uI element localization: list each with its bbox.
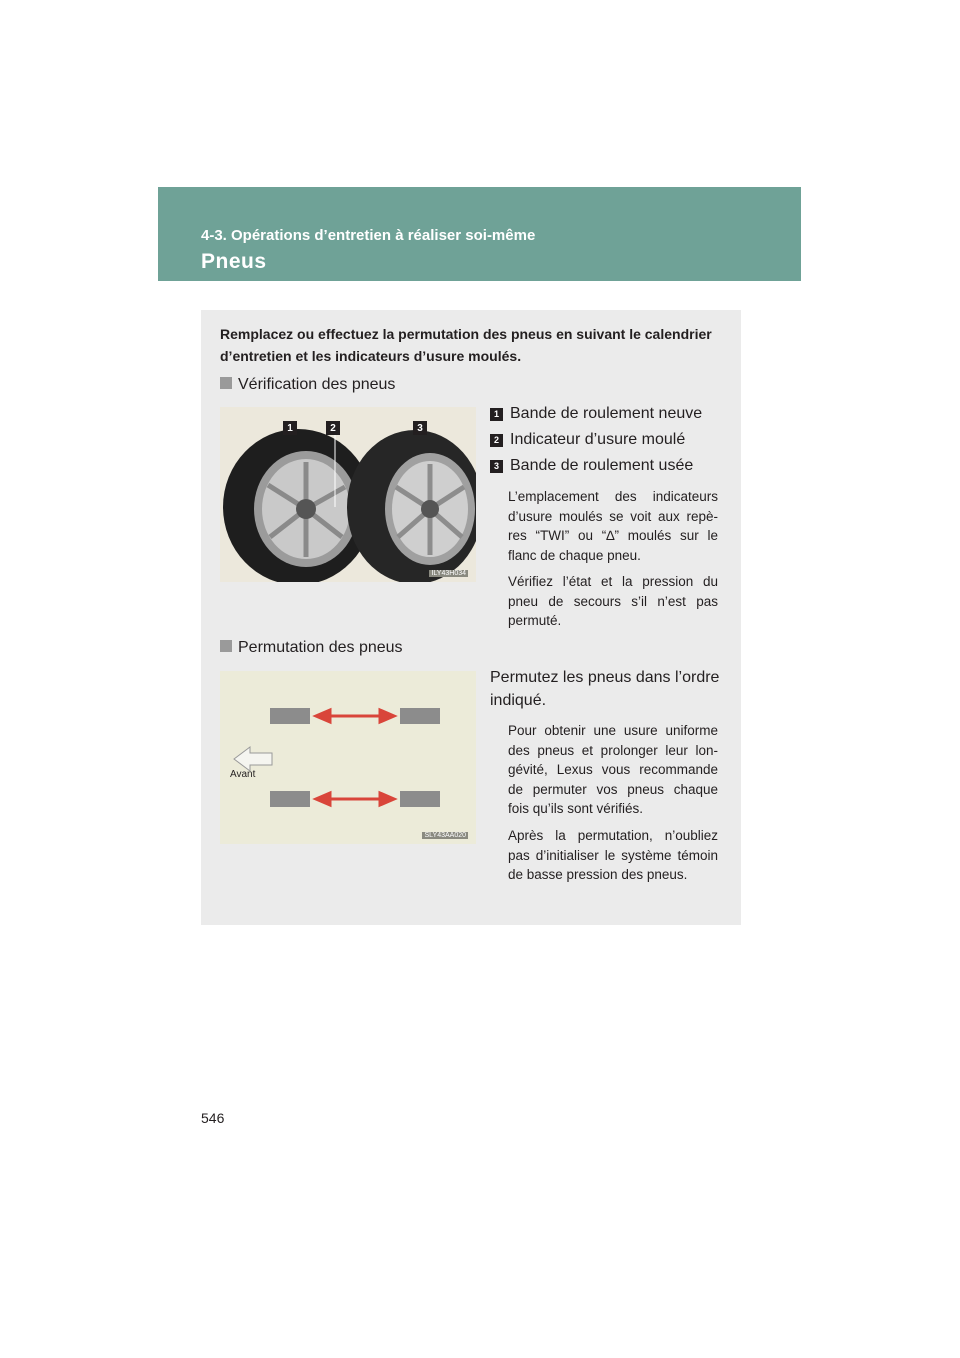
rotation-note-1: Pour obtenir une usure uniforme des pneus et prolonger leur lon-gévité, Lexus vous recommande de permuter vos pneus chaque fois qu’ils sont vérifiés. — [508, 723, 718, 816]
bullet-square-icon — [220, 377, 232, 389]
tires-illustration — [220, 407, 476, 582]
legend-label: Bande de roulement neuve — [510, 405, 703, 422]
legend-item-1 — [490, 405, 702, 423]
legend-num: 1 — [490, 408, 503, 421]
tire-wear-image — [220, 407, 476, 582]
legend-num: 2 — [490, 434, 503, 447]
legend-num: 3 — [490, 460, 503, 473]
section-label: 4-3. Opérations d’entretien à réaliser soi-même — [201, 227, 536, 244]
image-code: ILY43H034 — [431, 570, 466, 577]
rotation-note-2: Après la permutation, n’oubliez pas d’initialiser le système témoin de basse pression des pneus. — [508, 828, 718, 882]
rotation-heading-text: Permutation des pneus — [238, 639, 403, 656]
check-note-2: Vérifiez l’état et la pression du pneu de secours s’il n’est pas permuté. — [508, 574, 718, 628]
page-title: Pneus — [201, 250, 267, 273]
legend-item-2 — [490, 431, 685, 449]
legend-label: Bande de roulement usée — [510, 457, 694, 474]
image-code: SLY43AA020 — [424, 832, 466, 839]
header-banner — [158, 187, 801, 281]
legend-item-3 — [490, 457, 693, 475]
legend-label: Indicateur d’usure moulé — [510, 431, 686, 448]
rotation-diagram — [220, 671, 476, 844]
page-number: 546 — [201, 1110, 225, 1126]
check-note-1: L’emplacement des indicateurs d’usure moulés se voit aux repè-res “TWI” ou “∆” moulés sur le flanc de chaque pneu. — [508, 489, 718, 563]
check-heading-text: Vérification des pneus — [238, 376, 396, 393]
callout-1: 1 — [283, 421, 297, 435]
rotation-illustration — [220, 671, 476, 844]
callout-3: 3 — [413, 421, 427, 435]
check-heading — [220, 376, 395, 394]
rotation-heading — [220, 639, 403, 657]
content-panel — [201, 310, 741, 925]
intro-text: Remplacez ou effectuez la permutation des pneus en suivant le calendrier d’entretien et les indicateurs d’usure moulés. — [220, 326, 712, 364]
rotation-text: Permutez les pneus dans l’ordre indiqué. — [490, 669, 720, 709]
callout-2: 2 — [326, 421, 340, 435]
front-label: Avant — [230, 769, 256, 780]
bullet-square-icon — [220, 640, 232, 652]
